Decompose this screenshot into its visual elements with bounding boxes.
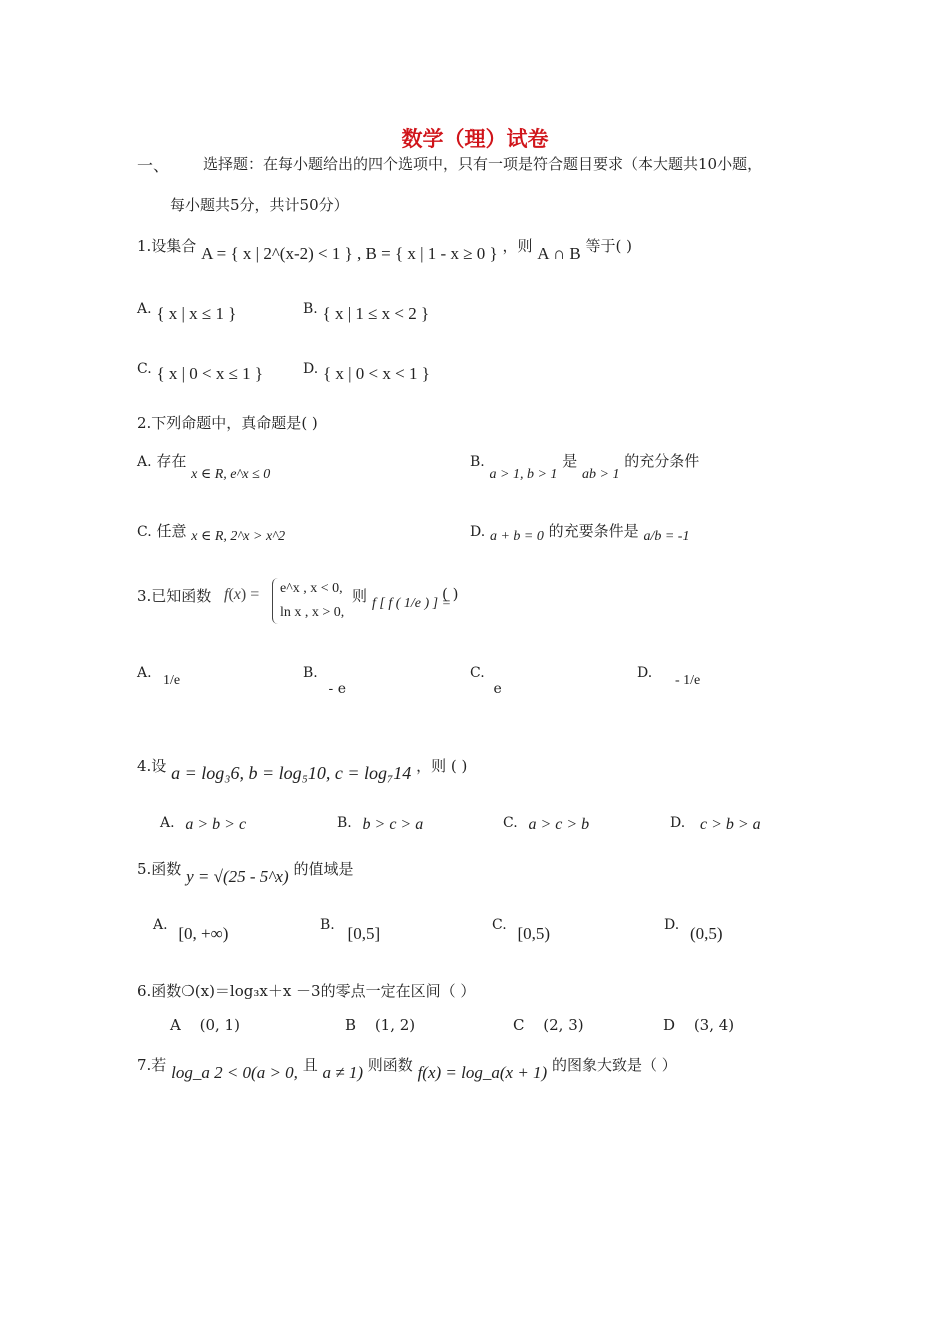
q3-option-a [137, 663, 181, 688]
q1-stem-math2: A ∩ B [537, 244, 581, 263]
q4-option-c-content: a > c > b [528, 816, 590, 833]
q2-option-d [470, 520, 690, 544]
q5-option-b-label: B. [320, 917, 335, 933]
q7-stem-suffix: 的图象大致是（ ） [551, 1056, 677, 1074]
q4-option-b [337, 813, 424, 833]
q3-option-d [637, 663, 701, 688]
q2-option-c-label: C. [137, 524, 152, 540]
q3-piecewise-brace [272, 578, 279, 624]
q3-option-c-label: C. [470, 665, 485, 681]
q3-case-2: ln x , x > 0, [280, 605, 345, 620]
q7-stem-prefix: 7.若 [137, 1056, 167, 1074]
q5-option-a-content: [0, +∞) [178, 924, 229, 943]
q5-option-d [664, 914, 723, 943]
q6-option-c-content: (2, 3) [543, 1016, 584, 1034]
q2-option-b-text2: 的充分条件 [624, 452, 700, 470]
q5-option-d-label: D. [664, 917, 680, 933]
q2-option-b-math: a > 1, b > 1 [489, 467, 558, 482]
question-5 [137, 858, 354, 886]
question-6: 6.函数❍(x)＝log₃x＋x －3的零点一定在区间（ ） [137, 982, 476, 1000]
q5-stem-suffix: 的值域是 [293, 860, 354, 878]
q3-option-b [303, 663, 346, 697]
q4-option-b-content: b > c > a [362, 816, 424, 833]
q3-option-c-content: e [493, 681, 502, 697]
q5-option-d-content: (0,5) [689, 924, 723, 943]
q1-option-a-label: A. [137, 301, 152, 317]
q1-option-c-content: { x | 0 < x ≤ 1 } [156, 364, 264, 383]
q1-stem-prefix: 1.设集合 [137, 237, 197, 255]
q2-option-b-label: B. [470, 454, 485, 470]
q5-option-a-label: A. [153, 917, 168, 933]
q3-option-a-label: A. [137, 665, 152, 681]
q1-stem-suffix: 等于( ) [585, 237, 632, 255]
q3-stem-suffix: ( ) [442, 585, 459, 603]
q2-option-a-text: 存在 [156, 452, 187, 470]
q6-option-b [345, 1016, 415, 1034]
q3-stem-math: f [ f ( 1/e ) ] = [372, 596, 452, 611]
q2-option-c-math: x ∈ R, 2^x > x^2 [191, 529, 286, 544]
q4-option-b-label: B. [337, 815, 352, 831]
q5-option-a [153, 914, 229, 943]
q3-stem-prefix: 3.已知函数 [137, 587, 212, 605]
q3-option-d-label: D. [637, 665, 653, 681]
q4-stem-prefix: 4.设 [137, 757, 167, 775]
q5-option-c [492, 914, 551, 943]
question-7 [137, 1054, 677, 1082]
q6-option-b-label: B [345, 1016, 357, 1034]
q6-option-c [513, 1016, 584, 1034]
q4-option-c-label: C. [503, 815, 518, 831]
q3-case-1: e^x , x < 0, [280, 581, 343, 596]
section-number: 一、 [137, 156, 170, 175]
q5-stem-math: y = √(25 - 5^x) [186, 867, 289, 886]
q1-option-a-content: { x | x ≤ 1 } [156, 304, 237, 323]
section-instructions-line1: 选择题：在每小题给出的四个选项中，只有一项是符合题目要求（本大题共10小题， [203, 155, 763, 173]
q3-stem-mid: 则 [352, 587, 368, 605]
q4-option-d-content: c > b > a [699, 816, 761, 833]
q6-option-a-label: A [170, 1016, 181, 1034]
q2-option-a-math: x ∈ R, e^x ≤ 0 [191, 467, 271, 482]
q2-option-d-text: 的充要条件是 [548, 522, 639, 540]
q1-option-a [137, 298, 237, 323]
q3-option-d-content: - 1/e [675, 673, 701, 688]
q2-option-c-text: 任意 [156, 522, 187, 540]
q2-option-a-label: A. [137, 454, 152, 470]
q4-option-a-label: A. [160, 815, 175, 831]
q6-option-c-label: C [513, 1016, 525, 1034]
q4-stem-math: a = log₃6, b = log₅10, c = log₇14 [171, 763, 412, 783]
q6-option-d-label: D [663, 1016, 676, 1034]
q1-option-d-content: { x | 0 < x < 1 } [322, 364, 430, 383]
q1-option-b-label: B. [303, 301, 318, 317]
q3-piecewise-label: f(x) = [224, 586, 260, 603]
section-instructions-line2: 每小题共5分，共计50分） [170, 196, 349, 214]
question-2: 2.下列命题中，真命题是( ) [137, 414, 318, 432]
q7-stem-mid2: 则函数 [367, 1056, 413, 1074]
question-1 [137, 235, 632, 263]
q5-option-b-content: [0,5] [347, 924, 381, 943]
q2-option-d-label: D. [470, 524, 486, 540]
q3-option-c [470, 663, 502, 697]
page-title: 数学（理）试卷 [401, 126, 549, 151]
q1-option-c-label: C. [137, 361, 152, 377]
question-4 [137, 755, 468, 783]
q5-option-c-label: C. [492, 917, 507, 933]
q1-option-c [137, 358, 264, 383]
q4-option-a-content: a > b > c [185, 816, 247, 833]
q2-option-d-math2: a/b = -1 [643, 529, 690, 544]
q3-option-b-content: - e [328, 681, 346, 697]
q6-option-b-content: (1, 2) [374, 1016, 416, 1034]
q5-option-b [320, 914, 381, 943]
q3-option-a-content: 1/e [163, 673, 181, 688]
q1-option-d-label: D. [303, 361, 319, 377]
q6-option-a-content: (0, 1) [199, 1016, 240, 1034]
q1-option-b-content: { x | 1 ≤ x < 2 } [322, 304, 430, 323]
q2-option-b-math2: ab > 1 [582, 467, 620, 482]
q4-option-c [503, 813, 590, 833]
q2-option-d-math: a + b = 0 [489, 529, 544, 544]
q2-option-b-text: 是 [562, 452, 578, 470]
q5-option-c-content: [0,5) [517, 924, 551, 943]
q7-stem-math: log_a 2 < 0(a > 0, [171, 1063, 298, 1082]
q4-option-a [160, 813, 247, 833]
q4-stem-suffix: ，则 ( ) [416, 757, 468, 775]
q7-stem-mid: 且 [302, 1056, 318, 1074]
q1-option-b [303, 298, 430, 323]
q2-option-b [470, 450, 700, 482]
q2-option-c [137, 520, 286, 544]
q3-option-b-label: B. [303, 665, 318, 681]
q7-stem-math2: a ≠ 1) [322, 1063, 363, 1082]
q2-option-a [137, 450, 271, 482]
q1-option-d [303, 358, 430, 383]
q4-option-d-label: D. [670, 815, 686, 831]
q6-option-d-content: (3, 4) [693, 1016, 735, 1034]
q4-option-d [670, 813, 761, 833]
q1-stem-mid: ，则 [502, 237, 533, 255]
q1-stem-math: A = { x | 2^(x-2) < 1 } , B = { x | 1 - x ≥ 0 } [201, 244, 498, 263]
q5-stem-prefix: 5.函数 [137, 860, 182, 878]
q7-stem-math3: f(x) = log_a(x + 1) [417, 1063, 548, 1082]
q6-option-d [663, 1016, 734, 1034]
q6-option-a [170, 1016, 240, 1034]
